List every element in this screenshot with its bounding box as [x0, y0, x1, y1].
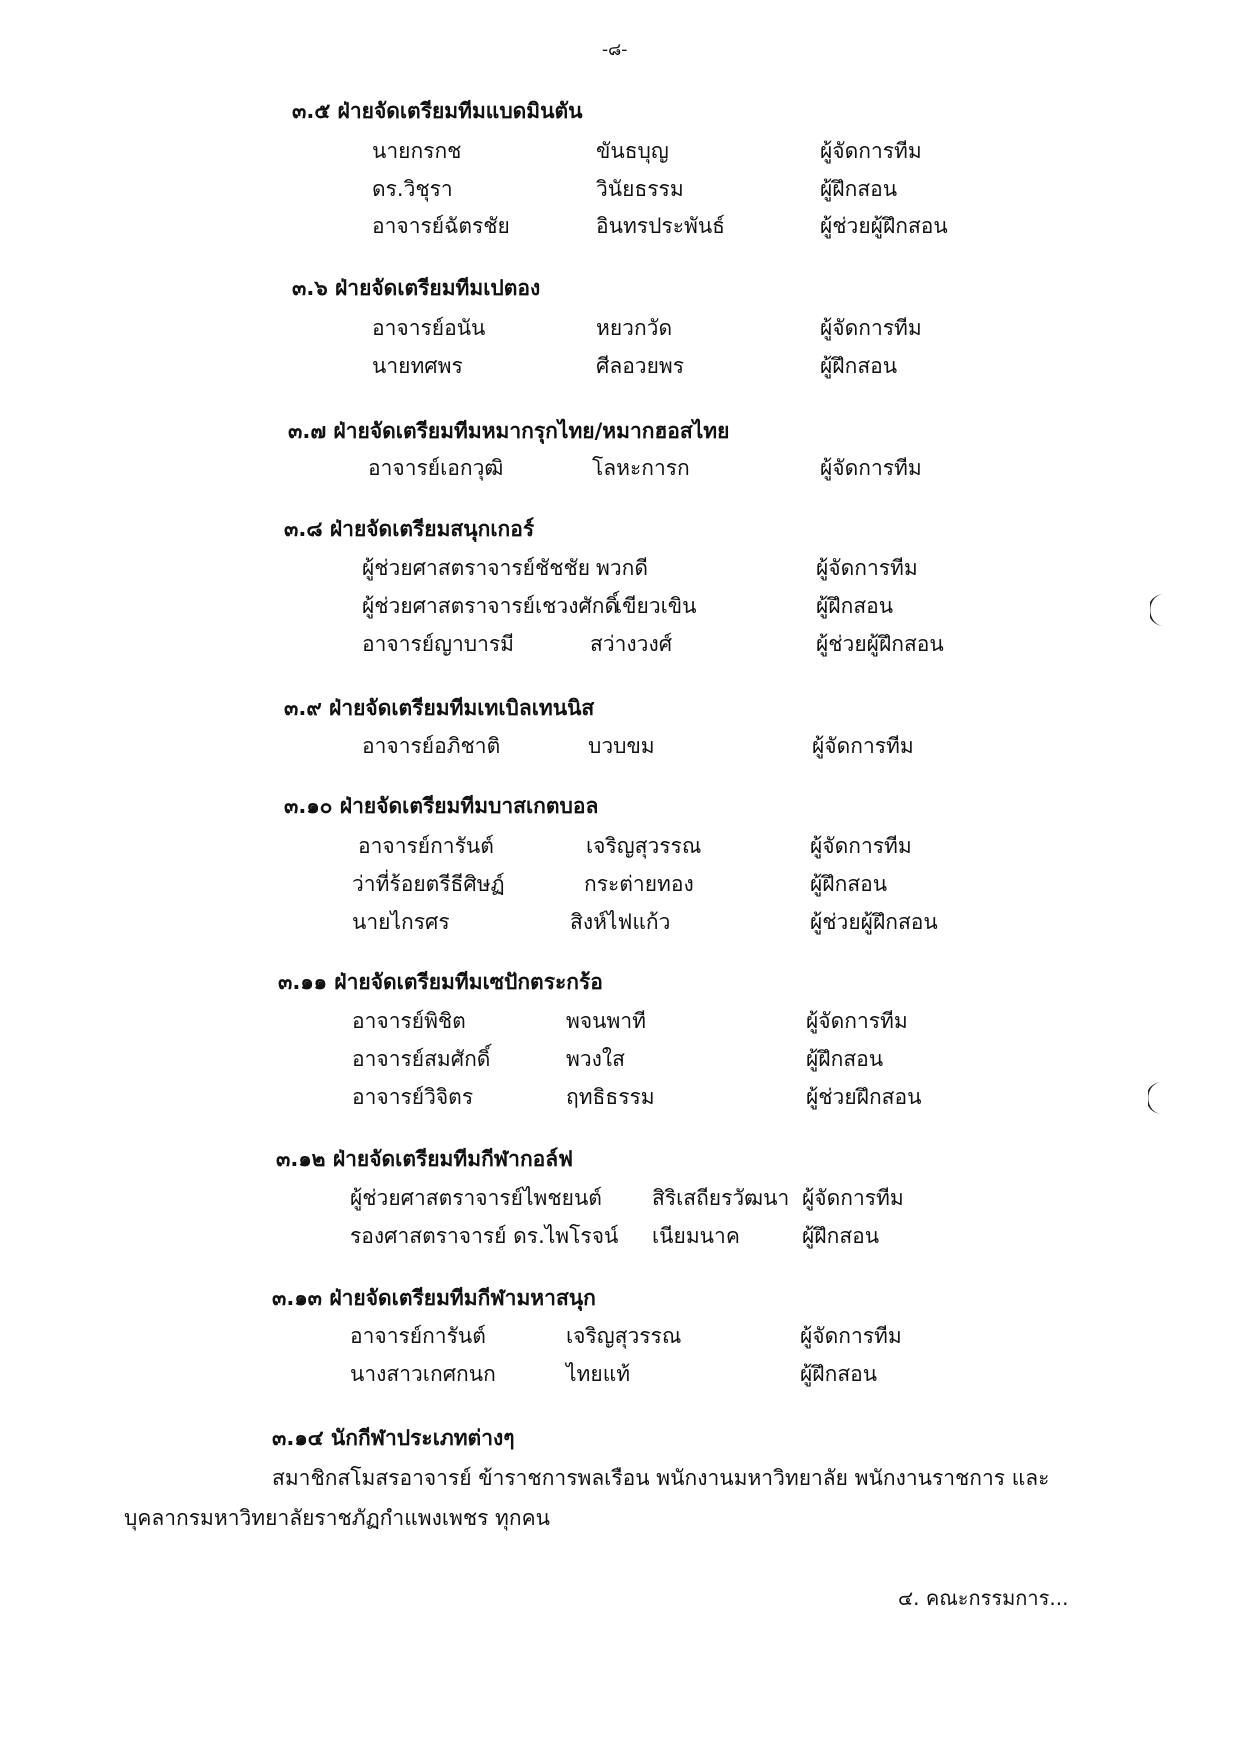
surname-cell: ขันธบุญ — [596, 139, 669, 163]
surname-cell: เขียวเขิน — [615, 594, 697, 618]
role-cell: ผู้จัดการทีม — [820, 316, 922, 340]
surname-cell: พวกดี — [596, 556, 648, 580]
role-cell: ผู้จัดการทีม — [816, 556, 918, 580]
crescent-mark-icon — [1150, 592, 1180, 628]
section-heading: ๓.๑๑ ฝ่ายจัดเตรียมทีมเซปักตระกร้อ — [278, 970, 603, 994]
surname-cell: พวงใส — [566, 1047, 625, 1071]
role-cell: ผู้จัดการทีม — [820, 139, 922, 163]
section-heading: ๓.๑๓ ฝ่ายจัดเตรียมทีมกีฬามหาสนุก — [272, 1286, 596, 1310]
section-heading: ๓.๙ ฝ่ายจัดเตรียมทีมเทเบิลเทนนิส — [284, 696, 595, 720]
role-cell: ผู้ฝึกสอน — [816, 594, 894, 618]
surname-cell: สิริเสถียรวัฒนา — [652, 1186, 790, 1210]
name-cell: ผู้ช่วยศาสตราจารย์ชัชชัย — [362, 556, 591, 580]
page-number: -๘- — [602, 40, 628, 60]
section-heading: ๓.๑๒ ฝ่ายจัดเตรียมทีมกีฬากอล์ฟ — [276, 1147, 574, 1171]
role-cell: ผู้ฝึกสอน — [802, 1224, 880, 1248]
surname-cell: เจริญสุวรรณ — [566, 1324, 682, 1348]
surname-cell: วินัยธรรม — [596, 177, 684, 201]
surname-cell: ศีลอวยพร — [596, 354, 685, 378]
section-heading: ๓.๖ ฝ่ายจัดเตรียมทีมเปตอง — [292, 276, 541, 300]
role-cell: ผู้จัดการทีม — [820, 456, 922, 480]
surname-cell: เนียมนาค — [652, 1224, 740, 1248]
paragraph-line: สมาชิกสโมสรอาจารย์ ข้าราชการพลเรือน พนักงานมหาวิทยาลัย พนักงานราชการ และ — [272, 1466, 1050, 1490]
name-cell: นายกรกช — [372, 139, 462, 163]
name-cell: รองศาสตราจารย์ ดร.ไพโรจน์ — [350, 1224, 619, 1248]
surname-cell: พจนพาที — [566, 1009, 646, 1033]
paragraph-line: บุคลากรมหาวิทยาลัยราชภัฏกำแพงเพชร ทุกคน — [124, 1506, 551, 1530]
section-heading: ๓.๘ ฝ่ายจัดเตรียมสนุกเกอร์ — [284, 517, 535, 541]
name-cell: อาจารย์วิจิตร — [352, 1085, 474, 1109]
name-cell: อาจารย์เอกวุฒิ — [368, 456, 504, 480]
role-cell: ผู้จัดการทีม — [812, 734, 914, 758]
surname-cell: โลหะการก — [592, 456, 690, 480]
name-cell: อาจารย์ญาบารมี — [362, 632, 515, 656]
name-cell: อาจารย์อภิชาติ — [362, 734, 501, 758]
name-cell: อาจารย์ฉัตรชัย — [372, 214, 510, 238]
crescent-mark-icon — [1148, 1080, 1178, 1116]
section-heading: ๓.๗ ฝ่ายจัดเตรียมทีมหมากรุกไทย/หมากฮอสไทย — [288, 419, 730, 443]
role-cell: ผู้ฝึกสอน — [820, 354, 898, 378]
name-cell: ผู้ช่วยศาสตราจารย์เชวงศักดิ์ — [362, 594, 619, 618]
role-cell: ผู้ช่วยฝึกสอน — [806, 1085, 922, 1109]
role-cell: ผู้ฝึกสอน — [820, 177, 898, 201]
name-cell: อาจารย์สมศักดิ์ — [352, 1047, 491, 1071]
role-cell: ผู้ฝึกสอน — [806, 1047, 884, 1071]
role-cell: ผู้จัดการทีม — [810, 834, 912, 858]
role-cell: ผู้จัดการทีม — [806, 1009, 908, 1033]
name-cell: อาจารย์การันต์ — [358, 834, 494, 858]
name-cell: อาจารย์อนัน — [372, 316, 486, 340]
surname-cell: เจริญสุวรรณ — [586, 834, 702, 858]
section-heading: ๓.๑๐ ฝ่ายจัดเตรียมทีมบาสเกตบอล — [284, 794, 599, 818]
role-cell: ผู้จัดการทีม — [800, 1324, 902, 1348]
name-cell: อาจารย์พิชิต — [352, 1009, 466, 1033]
surname-cell: กระต่ายทอง — [584, 872, 694, 896]
name-cell: นายไกรศร — [352, 910, 450, 934]
name-cell: ผู้ช่วยศาสตราจารย์ไพชยนต์ — [350, 1186, 602, 1210]
name-cell: ว่าที่ร้อยตรีธีศิษฏ์ — [352, 872, 505, 896]
role-cell: ผู้จัดการทีม — [802, 1186, 904, 1210]
section-heading: ๓.๑๔ นักกีฬาประเภทต่างๆ — [272, 1426, 515, 1450]
name-cell: นางสาวเกศกนก — [350, 1362, 496, 1386]
surname-cell: ฤทธิธรรม — [566, 1085, 655, 1109]
section-heading: ๓.๕ ฝ่ายจัดเตรียมทีมแบดมินตัน — [292, 99, 583, 123]
role-cell: ผู้ช่วยผู้ฝึกสอน — [820, 214, 948, 238]
surname-cell: หยวกวัด — [596, 316, 673, 340]
name-cell: อาจารย์การันต์ — [350, 1324, 486, 1348]
role-cell: ผู้ฝึกสอน — [800, 1362, 878, 1386]
name-cell: ดร.วิชุรา — [372, 177, 453, 201]
continuation-footer: ๔. คณะกรรมการ... — [898, 1586, 1069, 1610]
name-cell: นายทศพร — [372, 354, 463, 378]
role-cell: ผู้ช่วยผู้ฝึกสอน — [810, 910, 938, 934]
role-cell: ผู้ช่วยผู้ฝึกสอน — [816, 632, 944, 656]
surname-cell: สว่างวงศ์ — [590, 632, 673, 656]
surname-cell: ไทยแท้ — [566, 1362, 631, 1386]
role-cell: ผู้ฝึกสอน — [810, 872, 888, 896]
surname-cell: บวบขม — [588, 734, 655, 758]
surname-cell: สิงห์ไฟแก้ว — [570, 910, 671, 934]
surname-cell: อินทรประพันธ์ — [596, 214, 725, 238]
